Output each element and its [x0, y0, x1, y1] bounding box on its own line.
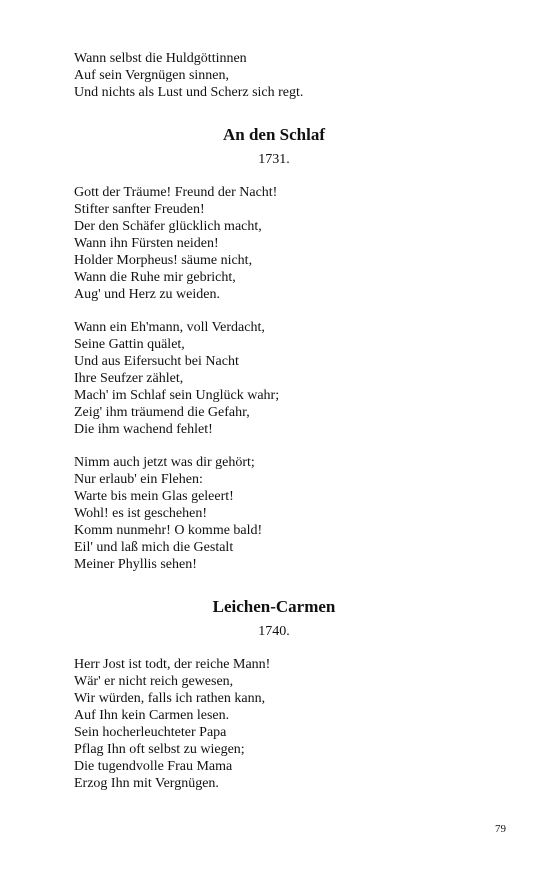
poem-year: 1731. — [258, 152, 290, 167]
verse-line: Meiner Phyllis sehen! — [74, 557, 197, 572]
stanza — [74, 184, 474, 303]
verse-line: Erzog Ihn mit Vergnügen. — [74, 776, 219, 791]
verse-line: Pflag Ihn oft selbst zu wiegen; — [74, 742, 245, 757]
verse-line: Auf Ihn kein Carmen lesen. — [74, 708, 230, 723]
verse-line: Ihre Seufzer zählet, — [74, 371, 184, 386]
verse-line: Nur erlaub' ein Flehen: — [74, 472, 203, 487]
verse-line: Komm nunmehr! O komme bald! — [74, 523, 263, 538]
verse-line: Zeig' ihm träumend die Gefahr, — [74, 405, 250, 420]
poem-an-den-schlaf — [74, 125, 474, 573]
verse-line: Gott der Träume! Freund der Nacht! — [74, 185, 278, 200]
poem-title: An den Schlaf — [222, 125, 326, 144]
verse-line: Wohl! es ist geschehen! — [74, 506, 207, 521]
verse-line: Und nichts als Lust und Scherz sich regt. — [74, 85, 304, 100]
verse-line: Wann ihn Fürsten neiden! — [74, 236, 219, 251]
stanza — [74, 656, 474, 792]
poem-leichen-carmen — [74, 597, 474, 792]
verse-line: Wann die Ruhe mir gebricht, — [74, 270, 236, 285]
stanza — [74, 454, 474, 573]
page-content — [74, 50, 474, 792]
verse-line: Seine Gattin quälet, — [74, 337, 185, 352]
poem-year: 1740. — [258, 624, 290, 639]
continuation-stanza — [74, 50, 474, 101]
verse-line: Die ihm wachend fehlet! — [74, 422, 213, 437]
verse-line: Herr Jost ist todt, der reiche Mann! — [74, 657, 271, 672]
verse-line: Wann selbst die Huldgöttinnen — [74, 51, 247, 66]
page-number: 79 — [495, 823, 506, 835]
verse-line: Der den Schäfer glücklich macht, — [74, 219, 262, 234]
verse-line: Die tugendvolle Frau Mama — [74, 759, 233, 774]
verse-line: Mach' im Schlaf sein Unglück wahr; — [74, 388, 280, 403]
stanza — [74, 319, 474, 438]
verse-line: Und aus Eifersucht bei Nacht — [74, 354, 239, 369]
verse-line: Eil' und laß mich die Gestalt — [74, 540, 234, 555]
verse-line: Wär' er nicht reich gewesen, — [74, 674, 234, 689]
verse-line: Stifter sanfter Freuden! — [74, 202, 205, 217]
verse-line: Wann ein Eh'mann, voll Verdacht, — [74, 320, 265, 335]
verse-line: Auf sein Vergnügen sinnen, — [74, 68, 230, 83]
verse-line: Sein hocherleuchteter Papa — [74, 725, 227, 740]
verse-line: Wir würden, falls ich rathen kann, — [74, 691, 266, 706]
poem-title: Leichen-Carmen — [212, 597, 336, 616]
verse-line: Holder Morpheus! säume nicht, — [74, 253, 253, 268]
verse-line: Nimm auch jetzt was dir gehört; — [74, 455, 255, 470]
verse-line: Aug' und Herz zu weiden. — [74, 287, 220, 302]
verse-line: Warte bis mein Glas geleert! — [74, 489, 234, 504]
